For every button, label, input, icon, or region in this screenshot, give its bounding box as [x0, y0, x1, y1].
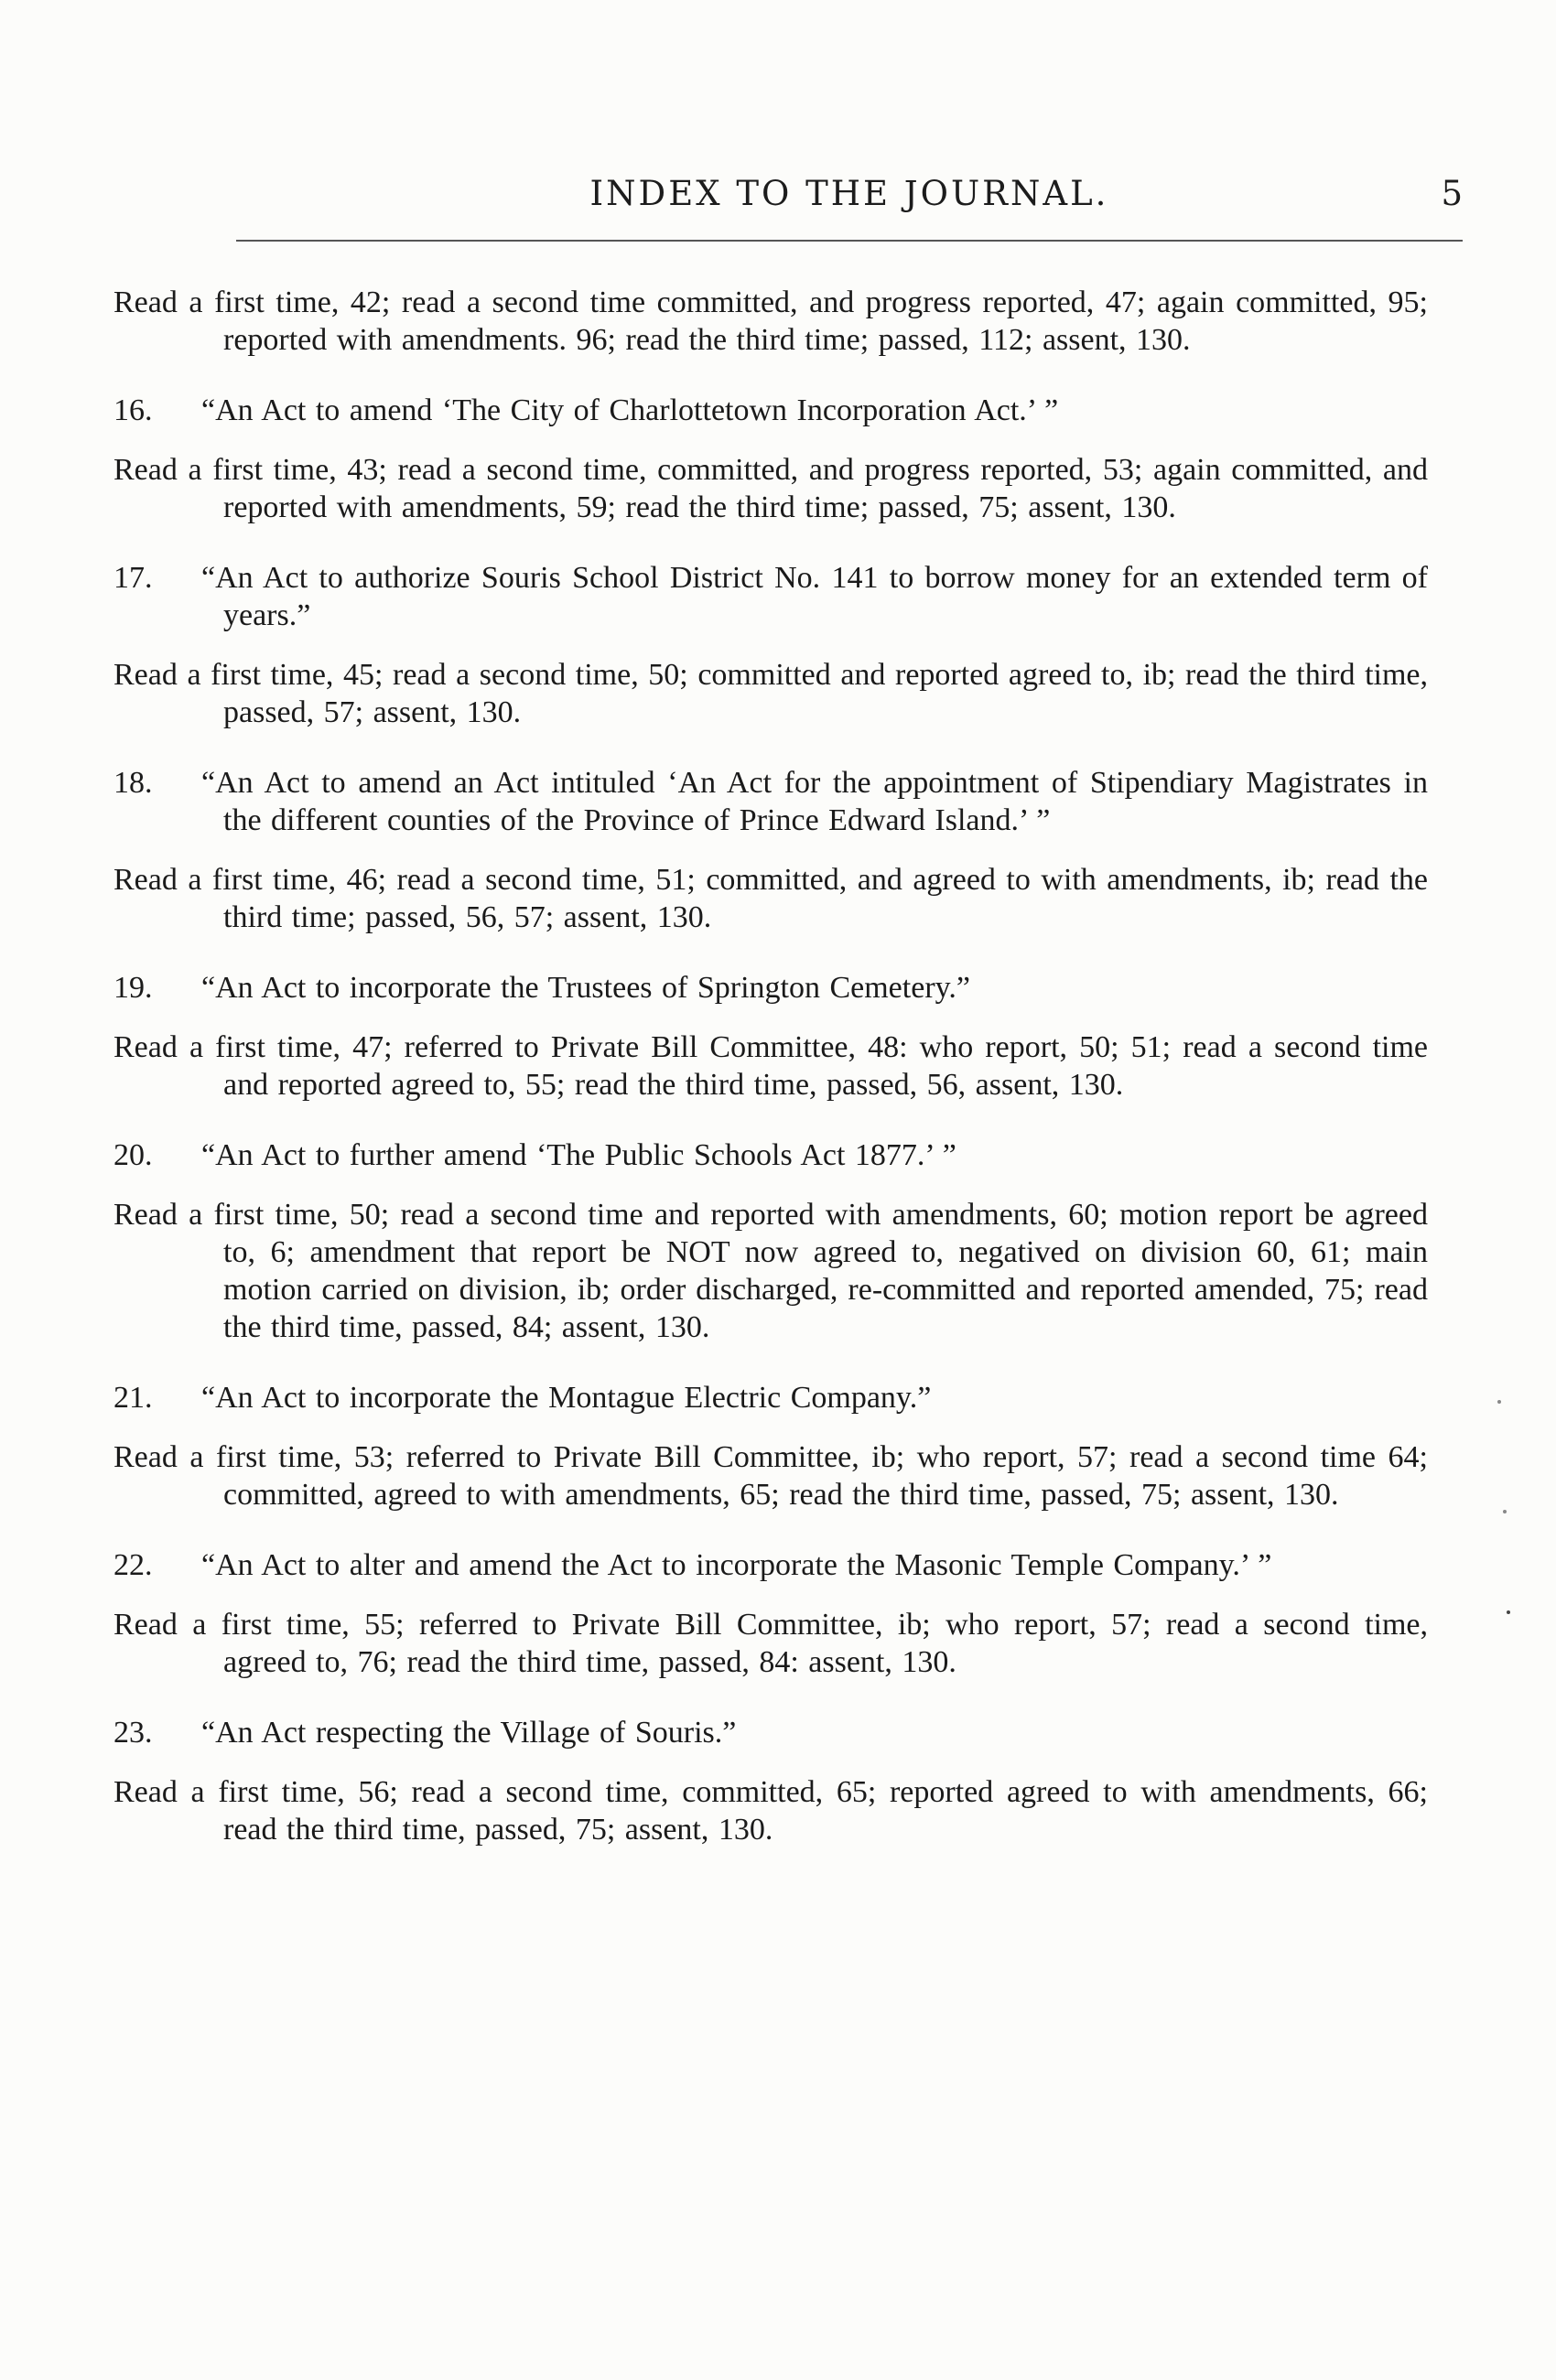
paragraph-text: Read a first time, 47; referred to Private Bill Committee, 48: who report, 50; 51; read a second time and reported agreed to, 55; read the third time, passed, 56, assent, 130.: [113, 1030, 1428, 1102]
entry-number: 21.: [113, 1381, 153, 1415]
act-entry: [113, 1546, 1428, 1584]
reading-record: [113, 284, 1428, 359]
reading-record: [113, 1028, 1428, 1104]
reading-record: [113, 1606, 1428, 1681]
reading-record: [113, 656, 1428, 731]
entry-number: 18.: [113, 766, 153, 800]
paragraph-text: Read a first time, 46; read a second time, 51; committed, and agreed to with amendments, ib; read the third time; passed, 56, 57; assent, 130.: [113, 863, 1428, 934]
paragraph-text: Read a first time, 55; referred to Private Bill Committee, ib; who report, 57; read a second time, agreed to, 76; read the third time, passed, 84: assent, 130.: [113, 1608, 1428, 1679]
speckle: [1507, 1610, 1510, 1614]
act-title: “An Act to authorize Souris School District No. 141 to borrow money for an extended term of years.”: [201, 561, 1428, 632]
speckle: [1497, 1400, 1501, 1404]
page-number: 5: [1441, 174, 1463, 213]
act-entry: [113, 969, 1428, 1007]
act-title: “An Act to alter and amend the Act to incorporate the Masonic Temple Company.’ ”: [201, 1548, 1272, 1582]
act-entry: [113, 764, 1428, 839]
act-entry: [113, 1136, 1428, 1174]
act-entry: [113, 1379, 1428, 1416]
act-title: “An Act to incorporate the Montague Electric Company.”: [201, 1381, 932, 1415]
reading-record: [113, 1773, 1428, 1848]
entry-number: 23.: [113, 1716, 153, 1750]
running-title: INDEX TO THE JOURNAL.: [589, 174, 1109, 213]
paragraph-text: Read a first time, 43; read a second time, committed, and progress reported, 53; again committed, and reported with amendments, 59; read the third time; passed, 75; assent, 130.: [113, 453, 1428, 524]
header-rule: [236, 240, 1463, 242]
page-header: [236, 174, 1463, 229]
paragraph-text: Read a first time, 42; read a second time committed, and progress reported, 47; again committed, 95; reported with amendments. 96; read the third time; passed, 112; assent, 130.: [113, 285, 1428, 357]
entry-number: 17.: [113, 561, 153, 595]
reading-record: [113, 1438, 1428, 1513]
reading-record: [113, 1196, 1428, 1346]
paper-speckles: [1494, 1400, 1512, 1638]
act-entry: [113, 559, 1428, 634]
act-title: “An Act respecting the Village of Souris.”: [201, 1716, 737, 1750]
act-entry: [113, 1714, 1428, 1751]
act-entry: [113, 392, 1428, 429]
act-title: “An Act to further amend ‘The Public Schools Act 1877.’ ”: [201, 1138, 956, 1172]
paragraph-text: Read a first time, 53; referred to Private Bill Committee, ib; who report, 57; read a second time 64; committed, agreed to with amendments, 65; read the third time, passed, 75; assent, 130.: [113, 1440, 1428, 1512]
entry-number: 20.: [113, 1138, 153, 1172]
reading-record: [113, 451, 1428, 526]
speckle: [1503, 1510, 1507, 1513]
index-body: [113, 284, 1428, 1881]
entry-number: 19.: [113, 971, 153, 1005]
reading-record: [113, 861, 1428, 936]
paragraph-text: Read a first time, 50; read a second time and reported with amendments, 60; motion report be agreed to, 6; amendment that report be NOT now agreed to, negatived on division 60, 61; main motion carried on division, ib; order discharged, re-committed and reported amended, 75; read the third time, passed, 84; assent, 130.: [113, 1198, 1428, 1344]
entry-number: 22.: [113, 1548, 153, 1582]
act-title: “An Act to amend an Act intituled ‘An Act for the appointment of Stipendiary Magistrates in the different counties of the Province of Prince Edward Island.’ ”: [201, 766, 1428, 837]
act-title: “An Act to incorporate the Trustees of Springton Cemetery.”: [201, 971, 971, 1005]
paragraph-text: Read a first time, 56; read a second time, committed, 65; reported agreed to with amendments, 66; read the third time, passed, 75; assent, 130.: [113, 1775, 1428, 1847]
act-title: “An Act to amend ‘The City of Charlottetown Incorporation Act.’ ”: [201, 393, 1059, 427]
entry-number: 16.: [113, 393, 153, 427]
paragraph-text: Read a first time, 45; read a second time, 50; committed and reported agreed to, ib; read the third time, passed, 57; assent, 130.: [113, 658, 1428, 729]
